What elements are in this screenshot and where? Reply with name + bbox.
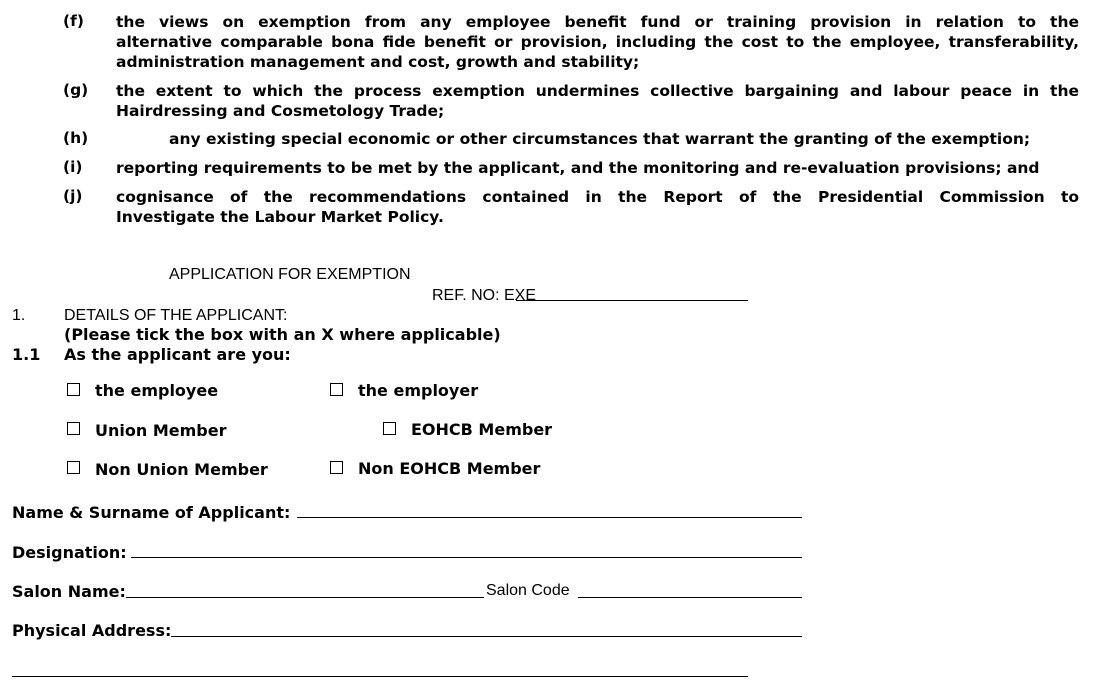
item-letter-g: (g) xyxy=(63,81,89,99)
item-letter-h: (h) xyxy=(63,129,89,147)
union-member-checkbox[interactable] xyxy=(67,422,80,435)
physical-address-field-line[interactable] xyxy=(171,636,802,637)
salon-code-field-line[interactable] xyxy=(578,597,802,598)
salon-name-field-line[interactable] xyxy=(126,597,484,598)
employer-label: the employer xyxy=(358,381,479,400)
item-g-line-1: the extent to which the process exemption undermines collective bargaining and labour peace in the xyxy=(116,82,1079,100)
non-union-member-checkbox[interactable] xyxy=(67,461,80,474)
item-j-line-2: Investigate the Labour Market Policy. xyxy=(116,208,444,226)
union-member-label: Union Member xyxy=(95,421,227,440)
item-text-h: any existing special economic or other circumstances that warrant the granting of the exemption; xyxy=(169,130,1031,148)
item-f-line-1: the views on exemption from any employee benefit fund or training provision in relation to the xyxy=(116,13,1079,31)
physical-address-continuation-line[interactable] xyxy=(12,676,748,677)
item-f-line-3: administration management and cost, growth and stability; xyxy=(116,53,640,71)
item-letter-j: (j) xyxy=(63,187,83,205)
item-letter-i: (i) xyxy=(63,158,83,176)
eohcb-member-checkbox[interactable] xyxy=(383,422,396,435)
instruction-text: (Please tick the box with an X where applicable) xyxy=(64,325,501,344)
item-text-f xyxy=(116,12,1079,72)
section-number: 1. xyxy=(12,307,26,324)
employer-checkbox[interactable] xyxy=(330,383,343,396)
item-j-line-1: cognisance of the recommendations contained in the Report of the Presidential Commission to xyxy=(116,188,1079,206)
name-field-label: Name & Surname of Applicant: xyxy=(12,503,291,522)
item-text-j xyxy=(116,187,1079,227)
designation-field-label: Designation: xyxy=(12,543,127,562)
item-g-line-2: Hairdressing and Cosmetology Trade; xyxy=(116,102,445,120)
section-title: DETAILS OF THE APPLICANT: xyxy=(64,307,288,324)
subsection-number: 1.1 xyxy=(12,345,41,364)
eohcb-member-label: EOHCB Member xyxy=(411,420,553,439)
ref-label: REF. NO: EXE xyxy=(432,287,537,304)
item-letter-f: (f) xyxy=(63,12,84,30)
form-title: APPLICATION FOR EXEMPTION xyxy=(169,266,411,283)
subsection-title: As the applicant are you: xyxy=(64,345,291,364)
item-text-g xyxy=(116,81,1079,121)
non-eohcb-member-checkbox[interactable] xyxy=(330,461,343,474)
name-field-line[interactable] xyxy=(297,517,802,518)
physical-address-field-label: Physical Address: xyxy=(12,621,172,640)
employee-checkbox[interactable] xyxy=(67,383,80,396)
salon-name-field-label: Salon Name: xyxy=(12,582,126,601)
salon-code-field-label: Salon Code xyxy=(486,582,570,599)
non-union-member-label: Non Union Member xyxy=(95,460,268,479)
employee-label: the employee xyxy=(95,381,219,400)
item-f-line-2: alternative comparable bona fide benefit or provision, including the cost to the employee, transferability, xyxy=(116,33,1079,51)
designation-field-line[interactable] xyxy=(131,557,802,558)
non-eohcb-member-label: Non EOHCB Member xyxy=(358,459,541,478)
item-text-i: reporting requirements to be met by the applicant, and the monitoring and re-evaluation provisions; and xyxy=(116,159,1040,177)
ref-number-line[interactable] xyxy=(516,300,748,301)
